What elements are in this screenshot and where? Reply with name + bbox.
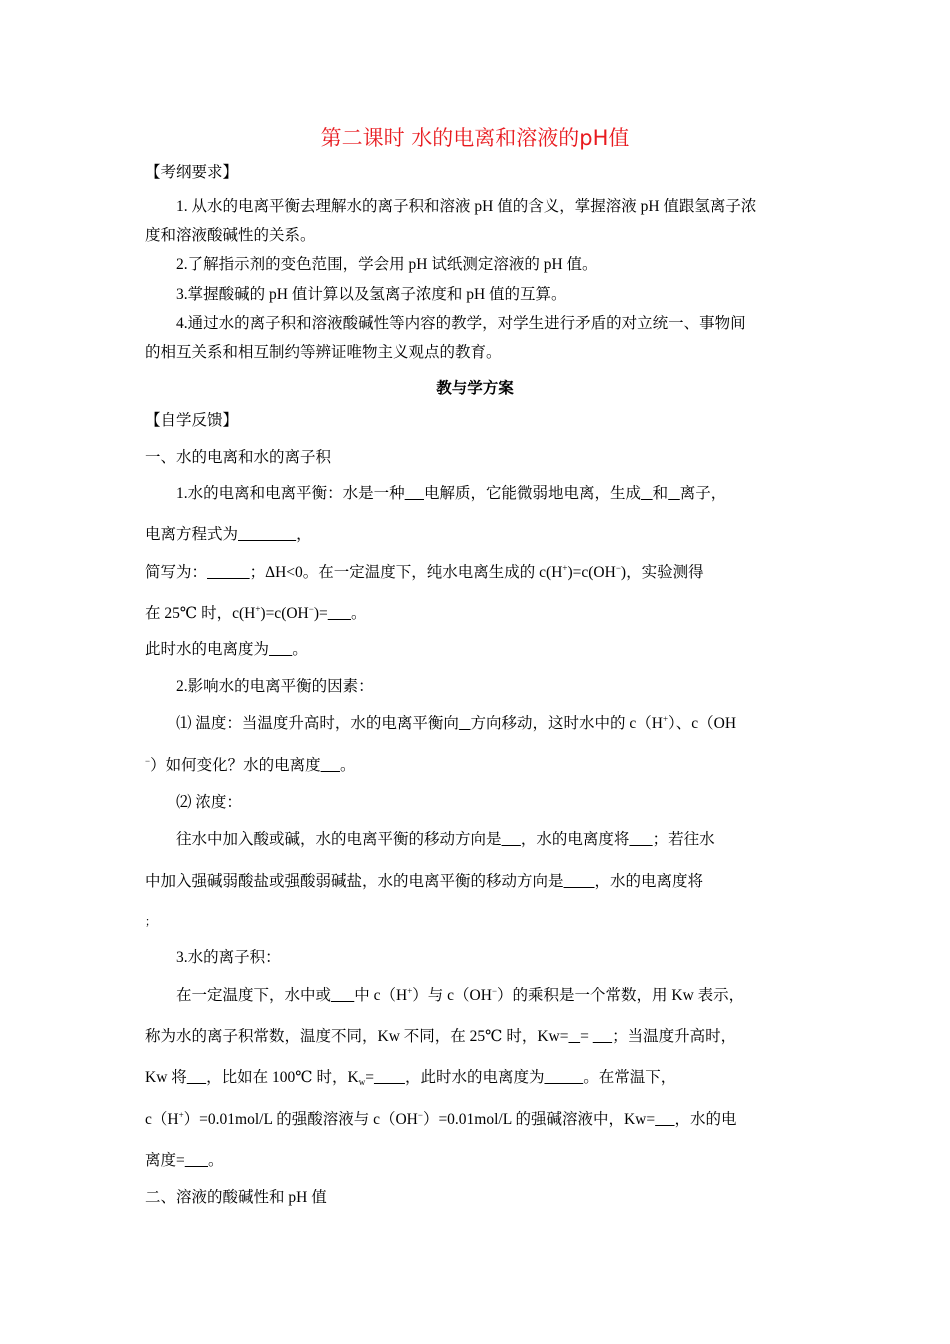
question-3-line-1 bbox=[176, 985, 822, 1007]
answer-blank[interactable] bbox=[564, 873, 595, 890]
superscript: − bbox=[145, 756, 151, 766]
subscript: w bbox=[358, 1077, 366, 1087]
answer-blank[interactable] bbox=[568, 1028, 580, 1045]
text-fragment: 。 bbox=[208, 1152, 224, 1169]
plan-heading: 教与学方案 bbox=[436, 380, 514, 397]
question-2-concentration-line-1 bbox=[176, 829, 822, 851]
text-fragment: ；当温度升高时， bbox=[612, 1028, 737, 1045]
superscript: − bbox=[417, 1110, 423, 1120]
text-fragment: ，比如在 100℃ 时，K bbox=[206, 1069, 359, 1086]
part-2-heading: 二、溶液的酸碱性和 pH 值 bbox=[145, 1189, 327, 1206]
answer-blank[interactable] bbox=[328, 605, 351, 622]
answer-blank[interactable] bbox=[544, 1069, 583, 1086]
text-fragment: 称为水的离子积常数，温度不同，Kw 不同，在 25℃ 时，Kw= bbox=[145, 1028, 569, 1045]
text-fragment: 。 bbox=[339, 757, 356, 774]
requirement-1-line-2: 度和溶液酸碱性的关系。 bbox=[145, 227, 316, 244]
question-1-line-5 bbox=[145, 639, 822, 661]
question-1-line-4 bbox=[145, 603, 822, 625]
text-fragment: 。 bbox=[292, 641, 308, 658]
text-fragment: )= bbox=[313, 605, 328, 622]
text-fragment: ）=0.01mol/L 的强酸溶液与 c（OH bbox=[183, 1111, 418, 1128]
text-fragment: = bbox=[365, 1069, 374, 1086]
answer-blank[interactable] bbox=[187, 1069, 206, 1086]
question-2-concentration-line-2 bbox=[145, 871, 822, 893]
answer-blank[interactable] bbox=[331, 987, 354, 1004]
text-fragment: 。 bbox=[350, 605, 367, 622]
text-fragment: 电解质，它能微弱地电离，生成 bbox=[424, 485, 642, 502]
superscript: + bbox=[178, 1110, 184, 1120]
superscript: − bbox=[491, 986, 498, 996]
answer-blank[interactable] bbox=[593, 1028, 612, 1045]
text-fragment: 电离方程式为 bbox=[145, 526, 239, 543]
text-fragment: ， bbox=[296, 526, 312, 543]
text-fragment: ）的乘积是一个常数，用 Kw 表示， bbox=[497, 987, 745, 1004]
text-fragment: ）与 c（OH bbox=[412, 987, 492, 1004]
answer-blank[interactable] bbox=[405, 485, 424, 502]
text-fragment: ，水的电 bbox=[674, 1111, 737, 1128]
section-heading-kaogang: 【考纲要求】 bbox=[145, 164, 239, 181]
question-3-heading: 3.水的离子积： bbox=[176, 949, 281, 966]
answer-blank[interactable] bbox=[238, 526, 296, 543]
text-fragment: ；若往水 bbox=[652, 831, 715, 848]
text-fragment: 此时水的电离度为 bbox=[145, 641, 270, 658]
superscript: − bbox=[308, 604, 314, 614]
answer-blank[interactable] bbox=[321, 757, 340, 774]
question-1-line-1 bbox=[176, 483, 822, 505]
text-fragment: ，水的电离度将 bbox=[594, 873, 704, 890]
question-2-temperature-line-1 bbox=[176, 713, 822, 735]
text-fragment: 中 c（H bbox=[354, 987, 408, 1004]
answer-blank[interactable] bbox=[374, 1069, 405, 1086]
section-heading-zixue: 【自学反馈】 bbox=[145, 412, 239, 429]
text-fragment: ；ΔH<0。在一定温度下，纯水电离生成的 c(H bbox=[249, 564, 563, 581]
text-fragment: 简写为： bbox=[145, 564, 208, 581]
text-fragment: 方向移动，这时水中的 c（H bbox=[470, 715, 663, 732]
text-fragment: 离子， bbox=[679, 485, 727, 502]
text-fragment: ）=0.01mol/L 的强碱溶液中，Kw= bbox=[422, 1111, 656, 1128]
text-fragment: )，实验测得 bbox=[620, 564, 704, 581]
text-fragment: 。在常温下， bbox=[583, 1069, 677, 1086]
answer-blank[interactable] bbox=[269, 641, 292, 658]
text-fragment: 在 25℃ 时，c(H bbox=[145, 605, 256, 622]
superscript: + bbox=[407, 986, 413, 996]
requirement-4-line-1: 4.通过水的离子积和溶液酸碱性等内容的教学，对学生进行矛盾的对立统一、事物间 bbox=[176, 315, 746, 332]
text-fragment: 往水中加入酸或碱，水的电离平衡的移动方向是 bbox=[176, 831, 502, 848]
text-fragment: 离度= bbox=[145, 1152, 185, 1169]
text-fragment: ⑴ 温度：当温度升高时，水的电离平衡向 bbox=[176, 715, 459, 732]
superscript: + bbox=[255, 604, 261, 614]
question-2-heading: 2.影响水的电离平衡的因素： bbox=[176, 678, 374, 695]
text-fragment: ，此时水的电离度为 bbox=[404, 1069, 545, 1086]
answer-blank[interactable] bbox=[502, 831, 521, 848]
text-fragment: 1.水的电离和电离平衡：水是一种 bbox=[176, 485, 405, 502]
text-fragment: ）如何变化？水的电离度 bbox=[150, 757, 321, 774]
page-title: 第二课时 水的电离和溶液的pH值 bbox=[320, 126, 630, 150]
text-fragment: ）、c（OH bbox=[668, 715, 737, 732]
question-2-temperature-line-2 bbox=[145, 755, 822, 777]
question-3-line-3 bbox=[145, 1067, 822, 1089]
part-1-heading: 一、水的电离和水的离子积 bbox=[145, 449, 332, 466]
text-fragment: c（H bbox=[145, 1111, 179, 1128]
answer-blank[interactable] bbox=[641, 485, 653, 502]
question-1-line-2 bbox=[145, 524, 822, 546]
text-fragment: )=c(OH bbox=[260, 605, 309, 622]
text-fragment: 中加入强碱弱酸盐或强酸弱碱盐，水的电离平衡的移动方向是 bbox=[145, 873, 564, 890]
requirement-1-line-1: 1. 从水的电离平衡去理解水的离子积和溶液 pH 值的含义，掌握溶液 pH 值跟氢离子浓 bbox=[176, 198, 757, 215]
requirement-4-line-2: 的相互关系和相互制约等辨证唯物主义观点的教育。 bbox=[145, 344, 502, 361]
text-fragment: ，水的电离度将 bbox=[520, 831, 630, 848]
requirement-2: 2.了解指示剂的变色范围，学会用 pH 试纸测定溶液的 pH 值。 bbox=[176, 256, 598, 273]
text-fragment: 和 bbox=[652, 485, 669, 502]
question-3-line-5 bbox=[145, 1150, 822, 1172]
text-fragment: )=c(OH bbox=[567, 564, 616, 581]
text-fragment: = bbox=[580, 1028, 589, 1045]
superscript: + bbox=[662, 714, 669, 724]
answer-blank[interactable] bbox=[668, 485, 680, 502]
answer-blank[interactable] bbox=[207, 564, 250, 581]
question-1-line-3 bbox=[145, 562, 822, 584]
text-fragment: Kw 将 bbox=[145, 1069, 187, 1086]
superscript: − bbox=[615, 563, 621, 573]
superscript: + bbox=[562, 563, 568, 573]
text-fragment: 在一定温度下，水中或 bbox=[176, 987, 332, 1004]
question-3-line-2 bbox=[145, 1026, 822, 1048]
question-3-line-4 bbox=[145, 1109, 822, 1131]
answer-blank[interactable] bbox=[459, 715, 471, 732]
question-2-concentration-heading: ⑵ 浓度： bbox=[176, 794, 242, 811]
question-2-concentration-line-3: ； bbox=[145, 916, 156, 928]
answer-blank[interactable] bbox=[629, 831, 652, 848]
answer-blank[interactable] bbox=[655, 1111, 674, 1128]
answer-blank[interactable] bbox=[185, 1152, 208, 1169]
requirement-3: 3.掌握酸碱的 pH 值计算以及氢离子浓度和 pH 值的互算。 bbox=[176, 286, 567, 303]
